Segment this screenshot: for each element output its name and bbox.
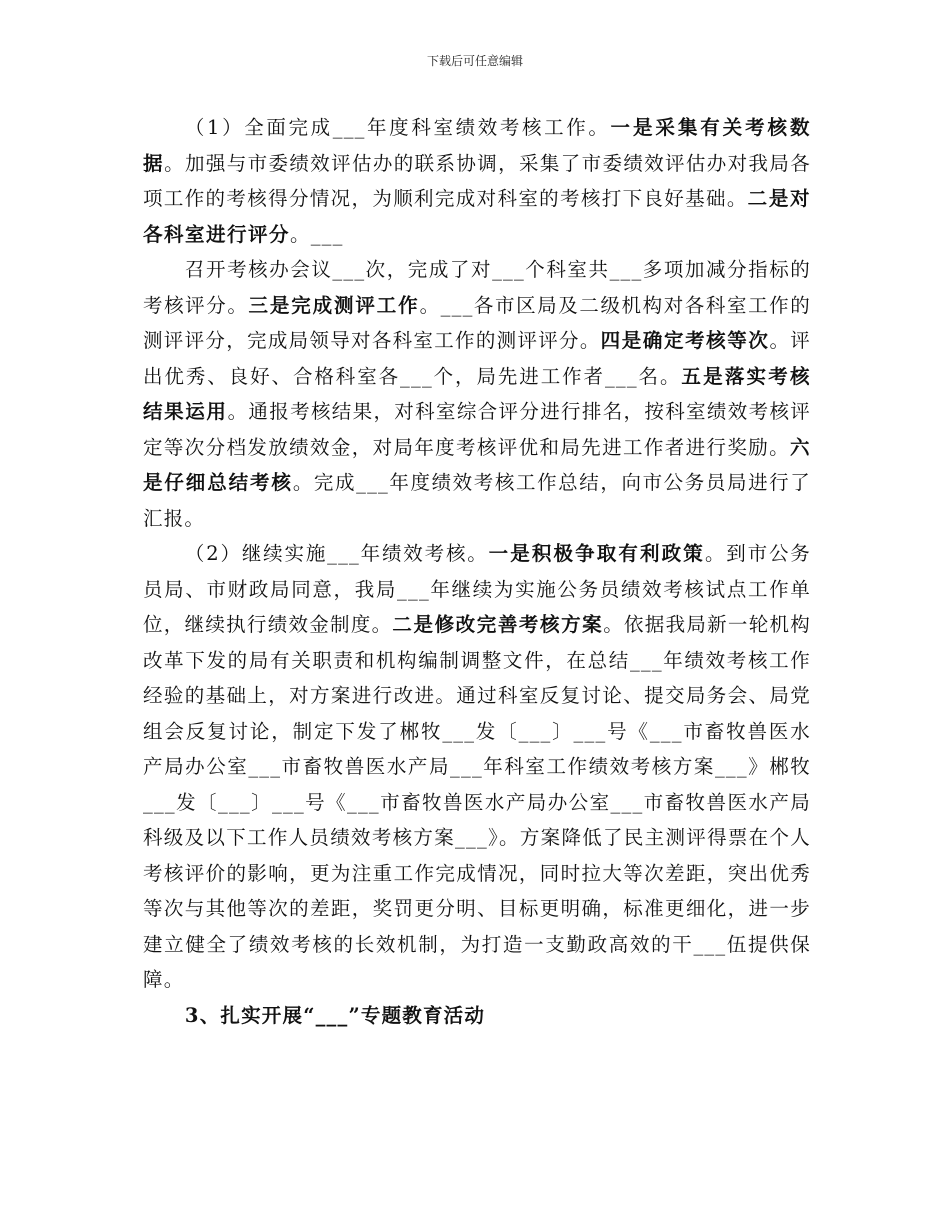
- bold-phrase: 四是确定考核等次: [600, 329, 770, 352]
- text-run: 召开考核办会议___次，完成了对___个科室共___多项加减分指标的考核评分。: [143, 258, 811, 317]
- bold-phrase: 一是积极争取有利政策: [488, 542, 705, 565]
- bold-phrase: 二是修改完善考核方案: [392, 613, 604, 636]
- text-run: （2）继续实施___年绩效考核。: [184, 542, 489, 565]
- bold-phrase: 六是仔细总结考核: [143, 435, 811, 494]
- bold-phrase: 一是采集有关考核数据: [143, 116, 811, 175]
- text-run: 。评出优秀、良好、合格科室各___个，局先进工作者___名。: [143, 329, 811, 388]
- section-heading: 3、扎实开展“___”专题教育活动: [184, 1003, 486, 1027]
- text-run: （1）全面完成___年度科室绩效考核工作。: [184, 116, 611, 139]
- paragraph-3: [143, 536, 811, 998]
- text-run: 。通报考核结果，对科室综合评分进行排名，按科室绩效考核评定等次分档发放绩效金，对局年度考核评优和局先进工作者进行奖励。: [143, 400, 811, 459]
- bold-phrase: 三是完成测评工作: [248, 293, 420, 317]
- text-run: 。依据我局新一轮机构改革下发的局有关职责和机构编制调整文件，在总结___年绩效考核工作经验的基础上，对方案进行改进。通过科室反复讨论、提交局务会、局党组会反复讨论，制定下发了郴牧___发〔___〕___号《___市畜牧兽医水产局办公室___市畜牧兽医水产局___年科室工作绩效考核方案___》郴牧___发〔___〕___号《___市畜牧兽医水产局办公室___市畜牧兽医水产局科级及以下工作人员绩效考核方案___》。方案降低了民主测评得票在个人考核评价的影响，更为注重工作完成情况，同时拉大等次差距，突出优秀等次与其他等次的差距，奖罚更分明、目标更明确，标准更细化，进一步建立健全了绩效考核的长效机制，为打造一支勤政高效的干___伍提供保障。: [143, 613, 811, 991]
- page-header: 下载后可任意编辑: [426, 54, 523, 68]
- text-run: 。完成___年度绩效考核工作总结，向市公务员局进行了汇报。: [143, 471, 811, 530]
- document-body: [143, 110, 811, 1033]
- paragraph-2: [143, 252, 811, 536]
- text-run: 。到市公务员局、市财政局同意，我局___年继续为实施公务员绩效考核试点工作单位，继续执行绩效金制度。: [143, 542, 811, 636]
- bold-phrase: 二是对各科室进行评分: [143, 187, 811, 246]
- text-run: 。___各市区局及二级机构对各科室工作的测评评分，完成局领导对各科室工作的测评评分。: [143, 293, 811, 352]
- paragraph-1: [143, 110, 811, 252]
- text-run: 。___: [290, 222, 344, 246]
- text-run: 。加强与市委绩效评估办的联系协调，采集了市委绩效评估办对我局各项工作的考核得分情况，为顺利完成对科室的考核打下良好基础。: [143, 151, 811, 210]
- bold-phrase: 五是落实考核结果运用: [143, 364, 811, 423]
